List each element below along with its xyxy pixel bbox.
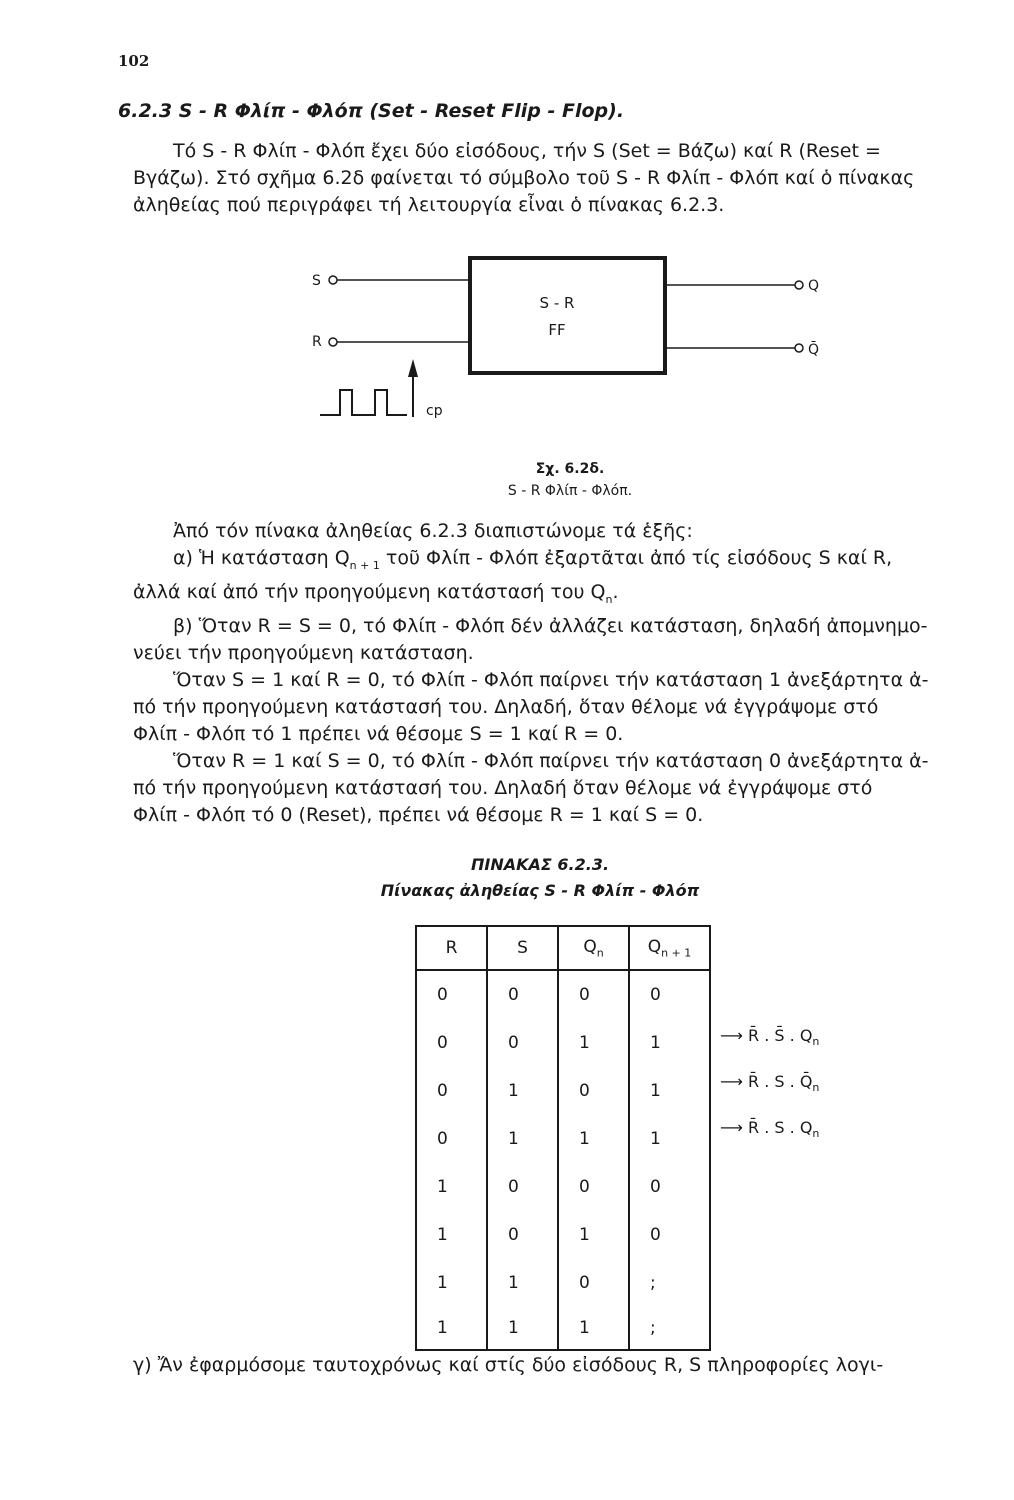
input-s-label: S: [312, 273, 321, 289]
input-s-terminal: [329, 276, 337, 284]
table-cell: 0: [487, 970, 558, 1019]
table-title: ΠΙΝΑΚΑΣ 6.2.3.: [470, 855, 610, 874]
section-title: 6.2.3 S - R Φλίπ - Φλόπ (Set - Reset Flip - Flop).: [118, 100, 625, 122]
table-cell: 1: [487, 1307, 558, 1350]
text-line: Ὅταν S = 1 καί R = 0, τό Φλίπ - Φλόπ παίρνει τήν κατάσταση 1 ἀνεξάρτητα ἀ-: [173, 668, 929, 691]
table-row: [416, 1115, 710, 1163]
table-title-block: [350, 852, 730, 904]
table-cell: 1: [416, 1163, 487, 1211]
table-cell: 0: [487, 1019, 558, 1067]
table-cell: 0: [416, 1115, 487, 1163]
output-qbar-label: Q̄: [808, 342, 820, 358]
table-cell: 1: [487, 1067, 558, 1115]
table-cell: 1: [558, 1019, 629, 1067]
text-line: ἀλλά καί ἀπό τήν προηγούμενη κατάστασή του $Q_n$.: [133, 580, 619, 606]
figure-text: S - R Φλίπ - Φλόπ.: [507, 483, 633, 499]
table-cell: 1: [487, 1259, 558, 1307]
table-cell: 1: [558, 1307, 629, 1350]
table-cell: 0: [416, 970, 487, 1019]
text-line: πό τήν προηγούμενη κατάστασή του. Δηλαδή ὅταν θέλομε νά ἐγγράψομε στό: [133, 776, 873, 799]
header-s: S: [487, 926, 558, 970]
input-r-terminal: [329, 338, 337, 346]
header-r: R: [416, 926, 487, 970]
clock-label: cp: [426, 403, 443, 419]
output-qbar-terminal: [795, 344, 803, 352]
text-line: Φλίπ - Φλόπ τό 0 (Reset), πρέπει νά θέσομε R = 1 καί S = 0.: [133, 803, 704, 826]
table-cell: 1: [416, 1259, 487, 1307]
output-q-label: Q: [808, 278, 820, 294]
table-cell: 0: [629, 970, 710, 1019]
text-line: Τό S - R Φλίπ - Φλόπ ἔχει δύο εἰσόδους, τήν S (Set = Βάζω) καί R (Reset =: [173, 140, 881, 162]
table-cell: 0: [487, 1163, 558, 1211]
table-row: [416, 1307, 710, 1350]
header-qn: $Q_n$: [558, 926, 629, 970]
clock-arrow-icon: [408, 359, 418, 377]
table-cell: 1: [629, 1067, 710, 1115]
table-cell: 0: [629, 1211, 710, 1259]
annotation-row4: ⟶ R̄ . S . $Q_n$: [720, 1118, 820, 1141]
text-line: νεύει τήν προηγούμενη κατάσταση.: [133, 641, 474, 664]
table-cell: 0: [416, 1067, 487, 1115]
table-subtitle: Πίνακας ἀληθείας S - R Φλίπ - Φλόπ: [380, 881, 700, 900]
annotation-row3: ⟶ R̄ . S . $Q̄_n$: [720, 1072, 820, 1095]
text-line: ἀληθείας πού περιγράφει τή λειτουργία εἶναι ὁ πίνακας 6.2.3.: [133, 194, 725, 216]
text-line: πό τήν προηγούμενη κατάστασή του. Δηλαδή, ὅταν θέλομε νά ἐγγράψομε στό: [133, 695, 879, 718]
figure-caption: [470, 458, 670, 502]
table-row: [416, 1019, 710, 1067]
text-line: β) Ὅταν R = S = 0, τό Φλίπ - Φλόπ δέν ἀλλάζει κατάσταση, δηλαδή ἀπομνημο-: [173, 614, 928, 637]
box-label-ff: FF: [548, 321, 566, 339]
table-row: [416, 970, 710, 1019]
text-line: γ) Ἄν ἐφαρμόσομε ταυτοχρόνως καί στίς δύο εἰσόδους R, S πληροφορίες λογι-: [133, 1354, 884, 1376]
table-cell: 0: [558, 1067, 629, 1115]
annotation-row2: ⟶ R̄ . S̄ . $Q_n$: [720, 1026, 820, 1049]
sr-flipflop-diagram: [300, 255, 860, 455]
table-cell: 0: [487, 1211, 558, 1259]
text-line: Βγάζω). Στό σχῆμα 6.2δ φαίνεται τό σύμβολο τοῦ S - R Φλίπ - Φλόπ καί ὁ πίνακας: [133, 167, 915, 189]
table-cell: 0: [558, 1259, 629, 1307]
table-cell: 0: [558, 970, 629, 1019]
intro-paragraph: [133, 138, 963, 219]
table-cell: 1: [629, 1019, 710, 1067]
table-cell: 0: [416, 1019, 487, 1067]
closing-paragraph: [133, 1352, 963, 1379]
table-cell: 1: [416, 1211, 487, 1259]
table-cell: 1: [558, 1211, 629, 1259]
header-qn1: $Q_{n + 1}$: [629, 926, 710, 970]
body-paragraphs: [133, 518, 963, 829]
text-line: α) Ἡ κατάσταση $Q_{n + 1}$ τοῦ Φλίπ - Φλόπ ἐξαρτᾶται ἀπό τίς εἰσόδους S καί R,: [173, 547, 893, 572]
table-row: [416, 1211, 710, 1259]
table-cell: ;: [629, 1307, 710, 1350]
page-number: 102: [118, 52, 150, 70]
truth-table: [415, 925, 711, 1351]
text-line: Ἀπό τόν πίνακα ἀληθείας 6.2.3 διαπιστώνομε τά ἑξῆς:: [173, 520, 693, 542]
table-cell: 1: [487, 1115, 558, 1163]
table-cell: ;: [629, 1259, 710, 1307]
table-row: [416, 1163, 710, 1211]
output-q-terminal: [795, 281, 803, 289]
table-header-row: [416, 926, 710, 970]
table-cell: 0: [629, 1163, 710, 1211]
table-cell: 1: [629, 1115, 710, 1163]
table-row: [416, 1259, 710, 1307]
input-r-label: R: [312, 334, 322, 350]
text-line: Ὅταν R = 1 καί S = 0, τό Φλίπ - Φλόπ παίρνει τήν κατάσταση 0 ἀνεξάρτητα ἀ-: [173, 749, 929, 772]
table-cell: 1: [558, 1115, 629, 1163]
table-cell: 1: [416, 1307, 487, 1350]
figure-number: Σχ. 6.2δ.: [535, 461, 605, 477]
clock-pulse-waveform: [320, 390, 407, 415]
table-cell: 0: [558, 1163, 629, 1211]
flipflop-box: [470, 258, 665, 373]
text-line: Φλίπ - Φλόπ τό 1 πρέπει νά θέσομε S = 1 καί R = 0.: [133, 722, 624, 745]
table-row: [416, 1067, 710, 1115]
box-label-sr: S - R: [539, 294, 575, 312]
